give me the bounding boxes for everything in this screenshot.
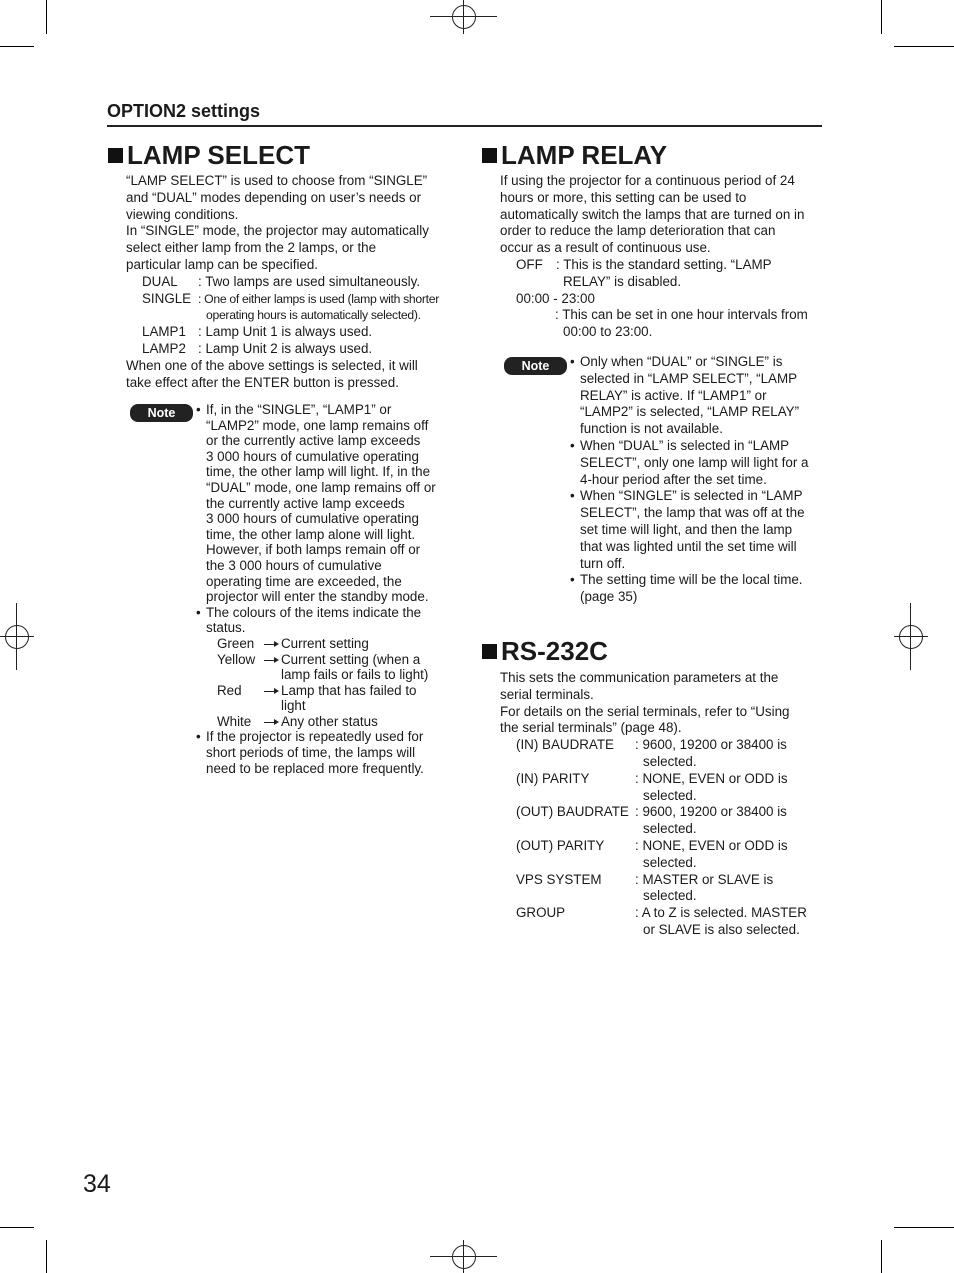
paragraph-line: This sets the communication parameters at the (500, 670, 779, 685)
paragraph-line: automatically switch the lamps that are turned on in (500, 206, 805, 222)
note-bullet: • The setting time will be the local time. (page 35) (570, 572, 830, 606)
lamp-select-notes (196, 402, 454, 776)
option-row-single-cont (126, 307, 456, 324)
square-bullet-icon (108, 148, 123, 163)
paragraph-line: occur as a result of continuous use. (500, 240, 711, 256)
colour-row-yellow: Yellow Current setting (when a (217, 651, 421, 667)
option-def: : Lamp Unit 1 is always used. (198, 324, 373, 340)
note-badge: Note (130, 404, 193, 422)
param-row: GROUP : A to Z is selected. MASTER (516, 905, 807, 921)
arrow-right-icon (264, 686, 280, 696)
note-bullet: • When “SINGLE” is selected in “LAMP SELECT”, the lamp that was off at the set time will light, and then the lamp that was lighted until the set time will turn off. (570, 488, 830, 572)
param-row: (IN) PARITY : NONE, EVEN or ODD is (516, 770, 788, 786)
option-term: LAMP1 (142, 324, 186, 340)
note-bullet: • The colours of the items indicate the status. (196, 605, 454, 636)
arrow-right-icon (264, 639, 280, 649)
option-def: : Lamp Unit 2 is always used. (198, 340, 373, 356)
page-number: 34 (83, 1170, 111, 1198)
note-badge: Note (504, 357, 567, 375)
note-bullet: • If the projector is repeatedly used for short periods of time, the lamps will need to be replaced more frequently. (196, 729, 454, 776)
colour-legend: Green Current setting Yellow Current setting (when a lamp fails or fails to light) Red Lamp that has failed to light White Any other status (196, 636, 454, 730)
param-row: VPS SYSTEM : MASTER or SLAVE is (516, 871, 774, 887)
paragraph-line: In “SINGLE” mode, the projector may automatically (126, 223, 429, 239)
option-def: operating hours is automatically selected). (206, 308, 421, 323)
rs232c-title: RS-232C (501, 636, 608, 666)
square-bullet-icon (482, 148, 497, 163)
paragraph-line: particular lamp can be specified. (126, 256, 319, 272)
option-def: : This is the standard setting. “LAMP (556, 256, 772, 272)
note-bullet: • If, in the “SINGLE”, “LAMP1” or “LAMP2” mode, one lamp remains off or the currently active lamp exceeds 3 000 hours of cumulative operating time, the other lamp will light. If, in the “DUAL” mode, one lamp remains off or the currently active lamp exceeds 3 000 hours of cumulative operating time, the other lamp alone will light. However, if both lamps remain off or the 3 000 hours of cumulative operating time are exceeded, the projector will enter the standby mode. (196, 402, 454, 605)
option-term: OFF (516, 256, 543, 272)
lamp-select-heading (108, 140, 310, 171)
colour-row-red: Red Lamp that has failed to (217, 682, 417, 698)
arrow-right-icon (264, 717, 280, 727)
relay-off-row (500, 257, 830, 274)
option-row-dual (126, 274, 456, 291)
paragraph-line: serial terminals. (500, 686, 594, 702)
option-term: SINGLE (142, 290, 192, 306)
relay-time-row (500, 307, 830, 324)
paragraph-line: the serial terminals” (page 48). (500, 720, 682, 736)
paragraph-line: take effect after the ENTER button is pressed. (126, 374, 399, 390)
param-row: (OUT) PARITY : NONE, EVEN or ODD is (516, 837, 788, 853)
paragraph-line: For details on the serial terminals, refer to “Using (500, 703, 790, 719)
lamp-select-body (126, 173, 456, 391)
lamp-relay-body: If using the projector for a continuous period of 24 hours or more, this setting can be used to automatically switch the lamps that are turned on in order to reduce the lamp deterioration that can occur as a result of continuous use. OFF : This is the standard setting. “LAMP RELAY” is disabled. 00:00 - 23:00 : This can be set in one hour intervals from 00:00 to 23:00. (500, 173, 830, 341)
paragraph-line: “LAMP SELECT” is used to choose from “SINGLE” (126, 173, 428, 188)
rs232c-heading (482, 636, 608, 667)
paragraph-line: and “DUAL” modes depending on user’s needs or (126, 189, 422, 205)
arrow-right-icon (264, 655, 280, 665)
option-term: DUAL (142, 273, 178, 289)
rs232c-body (500, 670, 830, 939)
rs232c-param-list: (IN) BAUDRATE : 9600, 19200 or 38400 is selected. (IN) PARITY : NONE, EVEN or ODD is selected. (OUT) BAUDRATE : 9600, 19200 or 38400 is selected. (OUT) PARITY : NONE, EVEN or ODD is selected. VPS SYSTEM : MASTER or SLAVE is selected. GROUP : A to Z is selected. MASTER or SLAVE is also selected. (500, 737, 830, 939)
option-term: LAMP2 (142, 340, 186, 356)
paragraph-line: If using the projector for a continuous period of 24 (500, 173, 795, 188)
note-bullet: • Only when “DUAL” or “SINGLE” is selected in “LAMP SELECT”, “LAMP RELAY” is active. If “LAMP1” or “LAMP2” is selected, “LAMP RELAY” function is not available. (570, 354, 830, 438)
lamp-relay-heading (482, 140, 667, 171)
colour-row-green: Green Current setting (217, 635, 369, 651)
option-row-lamp1 (126, 324, 456, 341)
paragraph-line: order to reduce the lamp deterioration that can (500, 223, 776, 239)
section-header: OPTION2 settings (107, 101, 261, 121)
header-rule (107, 125, 822, 127)
paragraph-line: select either lamp from the 2 lamps, or the (126, 240, 377, 256)
lamp-relay-title: LAMP RELAY (501, 140, 668, 170)
colour-row-white: White Any other status (217, 713, 378, 729)
paragraph-line: viewing conditions. (126, 206, 239, 222)
option-def: : One of either lamps is used (lamp with shorter (198, 291, 439, 306)
option-def: : This can be set in one hour intervals from (555, 307, 808, 323)
paragraph-line: When one of the above settings is selected, it will (126, 357, 418, 373)
option-row-lamp2 (126, 341, 456, 358)
param-row: (IN) BAUDRATE : 9600, 19200 or 38400 is (516, 737, 787, 753)
lamp-relay-notes (570, 354, 830, 606)
square-bullet-icon (482, 644, 497, 659)
option-row-single (126, 291, 456, 308)
note-bullet: • When “DUAL” is selected in “LAMP SELECT”, only one lamp will light for a 4-hour period after the set time. (570, 438, 830, 488)
param-row: (OUT) BAUDRATE : 9600, 19200 or 38400 is (516, 804, 787, 820)
lamp-select-title: LAMP SELECT (127, 140, 310, 170)
relay-time-term: 00:00 - 23:00 (516, 290, 595, 306)
option-def: : Two lamps are used simultaneously. (198, 273, 421, 289)
paragraph-line: hours or more, this setting can be used to (500, 189, 747, 205)
